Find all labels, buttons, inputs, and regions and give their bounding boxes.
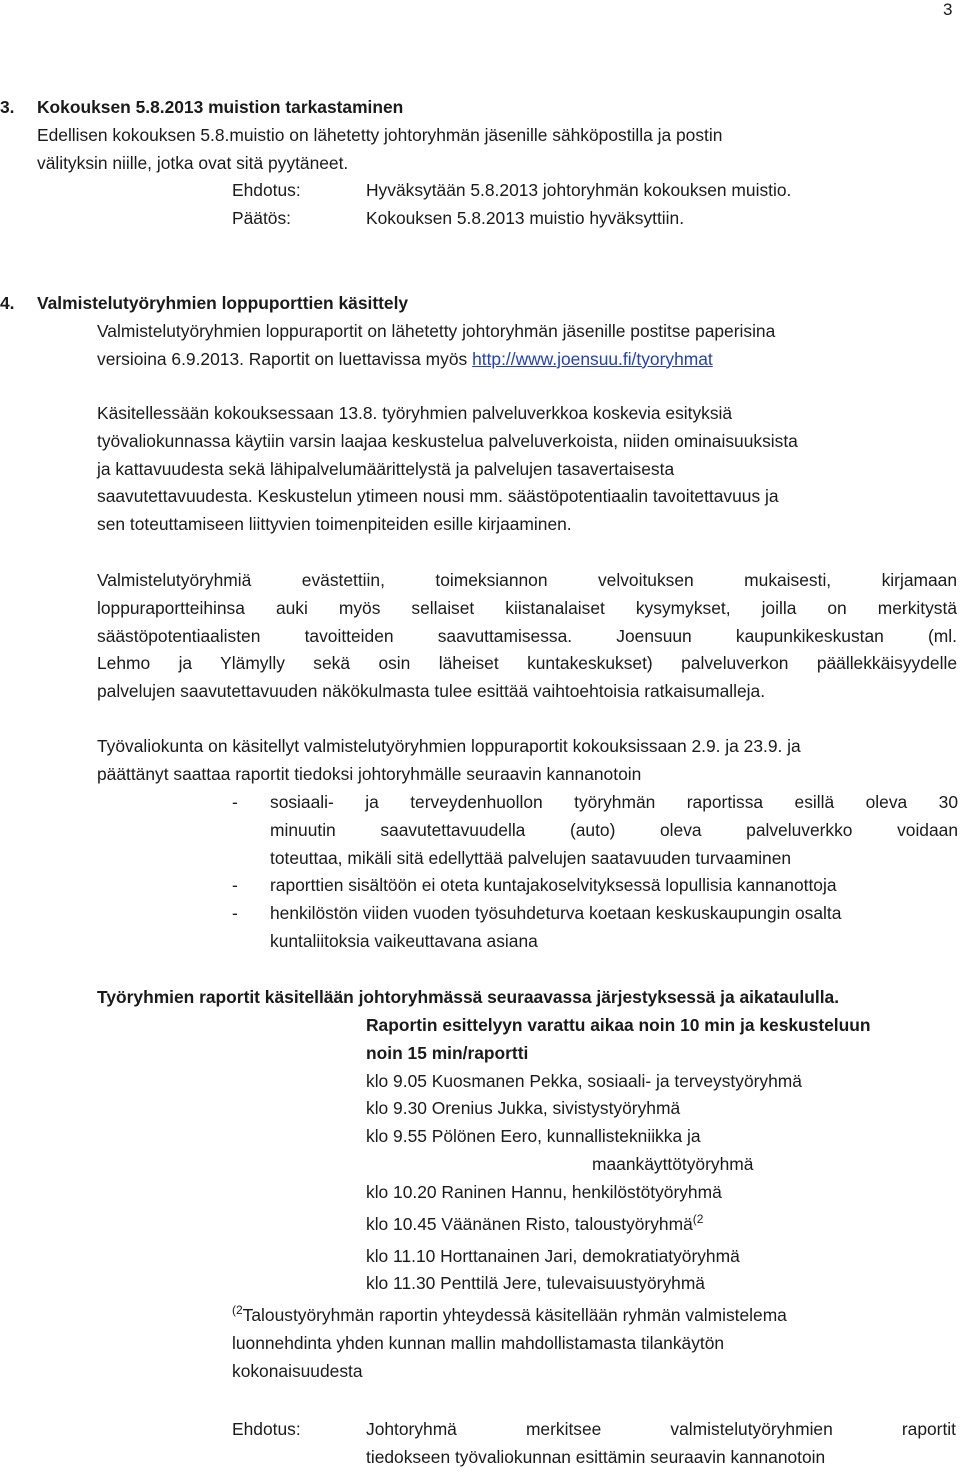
bullet-item: - henkilöstön viiden vuoden työsuhdeturva koetaan keskuskaupungin osalta kuntaliitoksia vaikeuttavana asiana bbox=[0, 900, 960, 956]
schedule-item: klo 11.10 Horttanainen Jari, demokratiatyöryhmä bbox=[366, 1245, 740, 1266]
bullet-dash: - bbox=[232, 875, 238, 896]
paatos-label: Päätös: bbox=[232, 208, 291, 229]
ehdotus-label: Ehdotus: bbox=[232, 1419, 301, 1439]
ehdotus-line-2: tiedokseen työvaliokunnan esittämin seuraavin kannanotoin bbox=[366, 1446, 826, 1467]
schedule-heading: Työryhmien raportit käsitellään johtoryhmässä seuraavassa järjestyksessä ja aikataululla. bbox=[97, 987, 840, 1007]
footnote: $^{(2}$Taloustyöryhmän raportin yhteydessä käsitellään ryhmän valmistelema luonnehdinta yhden kunnan mallin mahdollistamasta tilankäytön kokonaisuudesta bbox=[232, 1303, 787, 1381]
page-number: 3 bbox=[943, 0, 953, 19]
section-3-title: Kokouksen 5.8.2013 muistion tarkastaminen bbox=[37, 97, 404, 117]
schedule-item: klo 9.55 Pölönen Eero, kunnallistekniikka ja bbox=[366, 1126, 701, 1147]
section-3-paatos bbox=[0, 205, 960, 233]
schedule-item: klo 10.45 Väänänen Risto, taloustyöryhmä$^{(2}$ bbox=[366, 1211, 704, 1234]
footnote-reference: (2 bbox=[692, 1211, 704, 1226]
schedule-item: klo 10.20 Raninen Hannu, henkilöstötyöryhmä bbox=[366, 1181, 722, 1202]
bullet-dash: - bbox=[232, 903, 238, 924]
section-4 bbox=[0, 290, 960, 373]
paragraph-2: Valmistelutyöryhmiä evästettiin, toimeksiannon velvoituksen mukaisesti, kirjamaan loppuraportteihinsa auki myös sellaiset kiistanalaiset kysymykset, joilla on merkitystä säästöpotentiaalisten tavoitteiden saavuttamisessa. Joensuun kaupunkikeskustan (ml. Lehmo ja Ylämylly sekä osin läheiset kuntakeskukset) palveluverkon päällekkäisyydelle palvelujen saavutettavuuden näkökulmasta tulee esittää vaihtoehtoisia ratkaisumalleja. bbox=[97, 570, 957, 702]
paragraph-1: Käsitellessään kokouksessaan 13.8. työryhmien palveluverkkoa koskevia esityksiä työvaliokunnassa käytiin varsin laajaa keskustelua palveluverkoista, niiden ominaisuuksista ja kattavuudesta sekä lähipalvelumäärittelystä ja palvelujen tasavertaisesta saavutettavuudesta. Keskustelun ytimeen nousi mm. säästöpotentiaalin tavoitettavuus ja sen toteuttamiseen liittyvien toimenpiteiden esille kirjaaminen. bbox=[97, 403, 798, 535]
bullet-item: - raporttien sisältöön ei oteta kuntajakoselvityksessä lopullisia kannanottoja bbox=[0, 872, 960, 900]
section-3 bbox=[0, 94, 960, 233]
schedule-item: klo 9.05 Kuosmanen Pekka, sosiaali- ja terveystyöryhmä bbox=[366, 1070, 802, 1091]
schedule-item: klo 11.30 Penttilä Jere, tulevaisuustyöryhmä bbox=[366, 1273, 705, 1294]
section-3-ehdotus bbox=[0, 177, 960, 205]
paatos-text: Kokouksen 5.8.2013 muistio hyväksyttiin. bbox=[366, 208, 685, 229]
tyoryhmat-link[interactable]: http://www.joensuu.fi/tyoryhmat bbox=[472, 348, 713, 369]
bullet-list bbox=[0, 789, 960, 956]
bullet-dash: - bbox=[232, 792, 238, 812]
schedule-item-continued: maankäyttötyöryhmä bbox=[592, 1153, 754, 1174]
schedule-sub-2: noin 15 min/raportti bbox=[366, 1042, 529, 1063]
schedule bbox=[366, 1012, 956, 1298]
section-4-ehdotus bbox=[0, 1416, 960, 1472]
section-4-intro-1: Valmistelutyöryhmien loppuraportit on lähetetty johtoryhmän jäsenille postitse paperisina bbox=[97, 320, 776, 341]
ehdotus-line-1: Johtoryhmä merkitsee valmistelutyöryhmien raportit bbox=[366, 1419, 956, 1439]
schedule-item: klo 9.30 Orenius Jukka, sivistystyöryhmä bbox=[366, 1098, 681, 1119]
section-4-heading bbox=[0, 290, 960, 318]
section-4-intro-2: versioina 6.9.2013. Raportit on luettavissa myös http://www.joensuu.fi/tyoryhmat bbox=[97, 348, 713, 369]
ehdotus-label: Ehdotus: bbox=[232, 180, 301, 201]
schedule-sub-1: Raportin esittelyyn varattu aikaa noin 10 min ja keskusteluun bbox=[366, 1015, 871, 1035]
section-4-title: Valmistelutyöryhmien loppuporttien käsittely bbox=[37, 293, 409, 313]
ehdotus-text: Hyväksytään 5.8.2013 johtoryhmän kokouksen muistio. bbox=[366, 180, 792, 201]
section-3-heading bbox=[0, 94, 960, 122]
bullet-item: - sosiaali- ja terveydenhuollon työryhmän raportissa esillä oleva 30 minuutin saavutettavuudella (auto) oleva palveluverkko voidaan toteuttaa, mikäli sitä edellyttää palvelujen saatavuuden turvaaminen bbox=[0, 789, 960, 872]
footnote-mark: (2 bbox=[232, 1303, 243, 1318]
section-4-number: 4. bbox=[0, 293, 15, 313]
section-3-number: 3. bbox=[0, 97, 15, 117]
paragraph-3: Työvaliokunta on käsitellyt valmistelutyöryhmien loppuraportit kokouksissaan 2.9. ja 23.9. ja päättänyt saattaa raportit tiedoksi johtoryhmälle seuraavin kannanotoin bbox=[97, 736, 801, 784]
section-3-line-1: Edellisen kokouksen 5.8.muistio on lähetetty johtoryhmän jäsenille sähköpostilla ja postin bbox=[37, 124, 723, 145]
section-3-line-2: välityksin niille, jotka ovat sitä pyytäneet. bbox=[37, 152, 349, 173]
